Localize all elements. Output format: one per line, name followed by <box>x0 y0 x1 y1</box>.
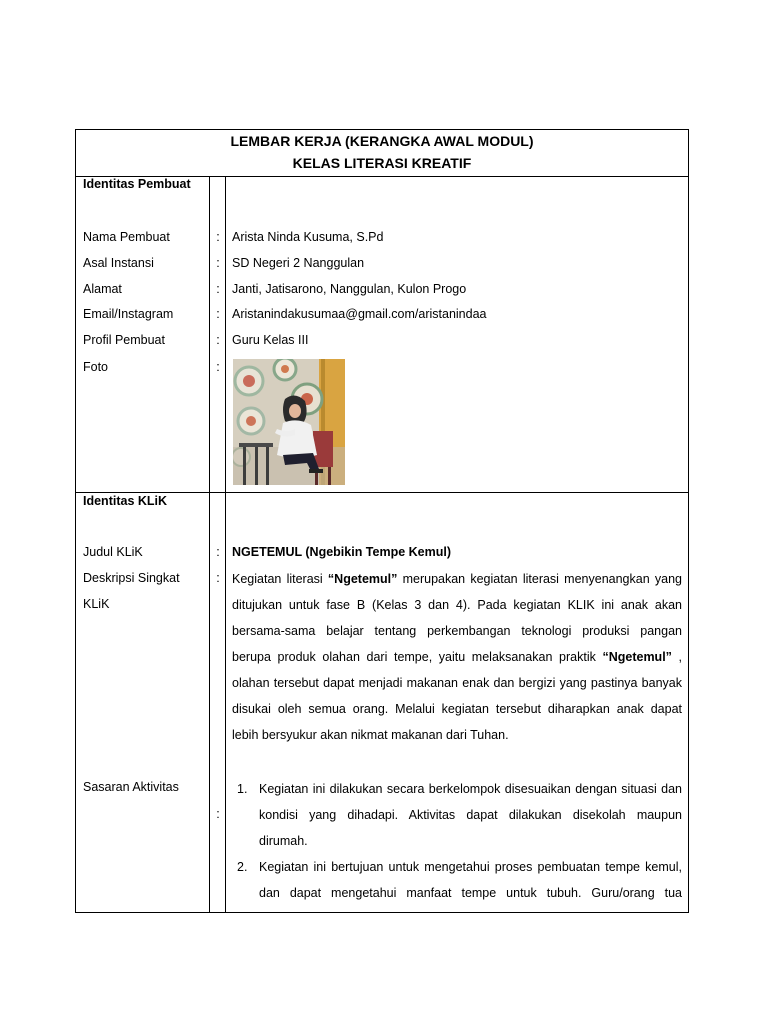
field-value-email: Aristanindakusumaa@gmail.com/aristanindaa <box>232 307 487 321</box>
field-label-nama: Nama Pembuat <box>83 230 170 244</box>
list-item <box>232 776 682 854</box>
section-label-pembuat: Identitas Pembuat <box>83 177 191 191</box>
emphasis-ngetemul: “Ngetemul” <box>327 572 398 586</box>
list-item <box>232 854 682 906</box>
deskripsi-paragraph <box>232 566 682 748</box>
list-number: 2. <box>237 860 248 874</box>
field-label-email: Email/Instagram <box>83 307 174 321</box>
field-label-deskripsi: Deskripsi Singkat <box>83 571 180 585</box>
list-line: Kegiatan ini dilakukan secara berkelompok disesuaikan dengan situasi dan <box>259 782 682 796</box>
page-title: LEMBAR KERJA (KERANGKA AWAL MODUL) <box>230 133 534 149</box>
deskripsi-line: bersama-sama belajar tentang perkembangan teknologi produksi pangan <box>232 624 682 638</box>
text-run: , <box>671 650 683 664</box>
list-line: Kegiatan ini bertujuan untuk mengetahui proses pembuatan tempe kemul, <box>259 860 682 874</box>
list-line: kondisi yang dihadapi. Aktivitas dapat dilakukan disekolah maupun <box>259 808 682 822</box>
list-number: 1. <box>237 782 248 796</box>
field-value-profil: Guru Kelas III <box>232 333 309 347</box>
field-colon: : <box>216 571 220 585</box>
field-colon: : <box>216 360 220 374</box>
field-label-alamat: Alamat <box>83 282 122 296</box>
field-label-profil: Profil Pembuat <box>83 333 165 347</box>
text-run: Kegiatan literasi <box>232 572 328 586</box>
deskripsi-line: olahan tersebut dapat menjadi makanan enak dan bergizi yang pastinya banyak <box>232 676 682 690</box>
list-line: dirumah. <box>259 834 308 848</box>
deskripsi-line <box>232 566 682 592</box>
field-value-nama: Arista Ninda Kusuma, S.Pd <box>232 230 384 244</box>
page-subtitle: KELAS LITERASI KREATIF <box>292 155 472 171</box>
emphasis-ngetemul: “Ngetemul” <box>602 650 672 664</box>
worksheet-table <box>75 129 689 913</box>
text-run: berupa produk olahan dari tempe, yaitu melaksanakan praktik <box>232 650 603 664</box>
deskripsi-line: disukai oleh semua orang. Melalui kegiatan tersebut diharapkan anak dapat <box>232 702 682 716</box>
sasaran-list <box>232 776 682 906</box>
field-value-judul: NGETEMUL (Ngebikin Tempe Kemul) <box>232 545 452 559</box>
field-colon: : <box>216 807 220 821</box>
field-label-instansi: Asal Instansi <box>83 256 154 270</box>
field-label-deskripsi-2: KLiK <box>83 597 110 611</box>
field-colon: : <box>216 333 220 347</box>
colon-column-divider <box>225 176 226 912</box>
field-value-instansi: SD Negeri 2 Nanggulan <box>232 256 365 270</box>
field-value-alamat: Janti, Jatisarono, Nanggulan, Kulon Progo <box>232 282 467 296</box>
field-label-foto: Foto <box>83 360 109 374</box>
label-column-divider <box>209 176 210 912</box>
field-label-sasaran: Sasaran Aktivitas <box>83 780 179 794</box>
field-colon: : <box>216 256 220 270</box>
field-colon: : <box>216 282 220 296</box>
list-line: dan dapat mengetahui manfaat tempe untuk tubuh. Guru/orang tua <box>259 886 682 900</box>
deskripsi-line: lebih bersyukur akan nikmat makanan dari Tuhan. <box>232 728 509 742</box>
field-label-judul: Judul KLiK <box>83 545 143 559</box>
text-run: merupakan kegiatan literasi menyenangkan yang <box>397 572 682 586</box>
deskripsi-line: ditujukan untuk fase B (Kelas 3 dan 4). Pada kegiatan KLIK ini anak akan <box>232 598 682 612</box>
field-colon: : <box>216 230 220 244</box>
section-label-klik: Identitas KLiK <box>83 494 168 508</box>
author-photo <box>233 359 345 485</box>
section-divider <box>76 492 688 493</box>
field-colon: : <box>216 545 220 559</box>
deskripsi-line <box>232 644 682 670</box>
field-colon: : <box>216 307 220 321</box>
